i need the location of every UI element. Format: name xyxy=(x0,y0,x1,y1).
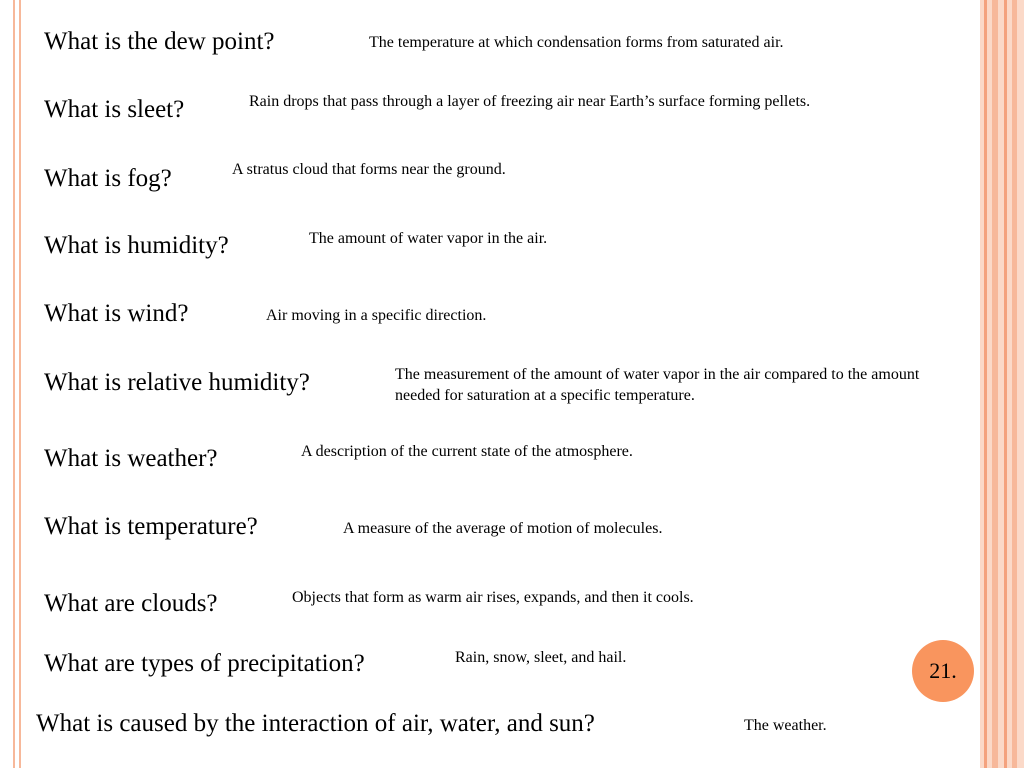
answer-sleet: Rain drops that pass through a layer of freezing air near Earth’s surface forming pellets. xyxy=(249,93,811,110)
answer-relative-humidity: The measurement of the amount of water vapor in the air compared to the amount needed for saturation at a specific temperature. xyxy=(395,366,920,404)
question-clouds: What are clouds? xyxy=(44,590,218,617)
slide-number: 21. xyxy=(929,658,957,683)
answer-interaction: The weather. xyxy=(744,717,827,734)
stripe xyxy=(1012,0,1017,768)
question-sleet: What is sleet? xyxy=(44,96,185,123)
stripe xyxy=(984,0,987,768)
left-frame-line-outer xyxy=(13,0,15,768)
stripe xyxy=(992,0,998,768)
question-precipitation: What are types of precipitation? xyxy=(44,650,365,677)
question-weather: What is weather? xyxy=(44,445,218,472)
question-relative-humidity: What is relative humidity? xyxy=(44,369,310,396)
answer-precipitation: Rain, snow, sleet, and hail. xyxy=(455,649,627,666)
stripe xyxy=(1004,0,1007,768)
left-frame-line-inner xyxy=(19,0,21,768)
answer-weather: A description of the current state of the atmosphere. xyxy=(301,443,633,460)
answer-wind: Air moving in a specific direction. xyxy=(266,307,487,324)
answer-fog: A stratus cloud that forms near the ground. xyxy=(232,161,506,178)
question-fog: What is fog? xyxy=(44,165,172,192)
question-interaction: What is caused by the interaction of air, water, and sun? xyxy=(36,710,595,737)
answer-clouds: Objects that form as warm air rises, expands, and then it cools. xyxy=(292,589,694,606)
question-wind: What is wind? xyxy=(44,300,189,327)
answer-humidity: The amount of water vapor in the air. xyxy=(309,230,548,247)
question-dew-point: What is the dew point? xyxy=(44,28,275,55)
right-decorative-stripes xyxy=(980,0,1024,768)
question-humidity: What is humidity? xyxy=(44,232,229,259)
slide-number-badge xyxy=(912,640,974,702)
answer-dew-point: The temperature at which condensation forms from saturated air. xyxy=(369,34,784,51)
answer-temperature: A measure of the average of motion of molecules. xyxy=(343,520,663,537)
question-temperature: What is temperature? xyxy=(44,513,258,540)
